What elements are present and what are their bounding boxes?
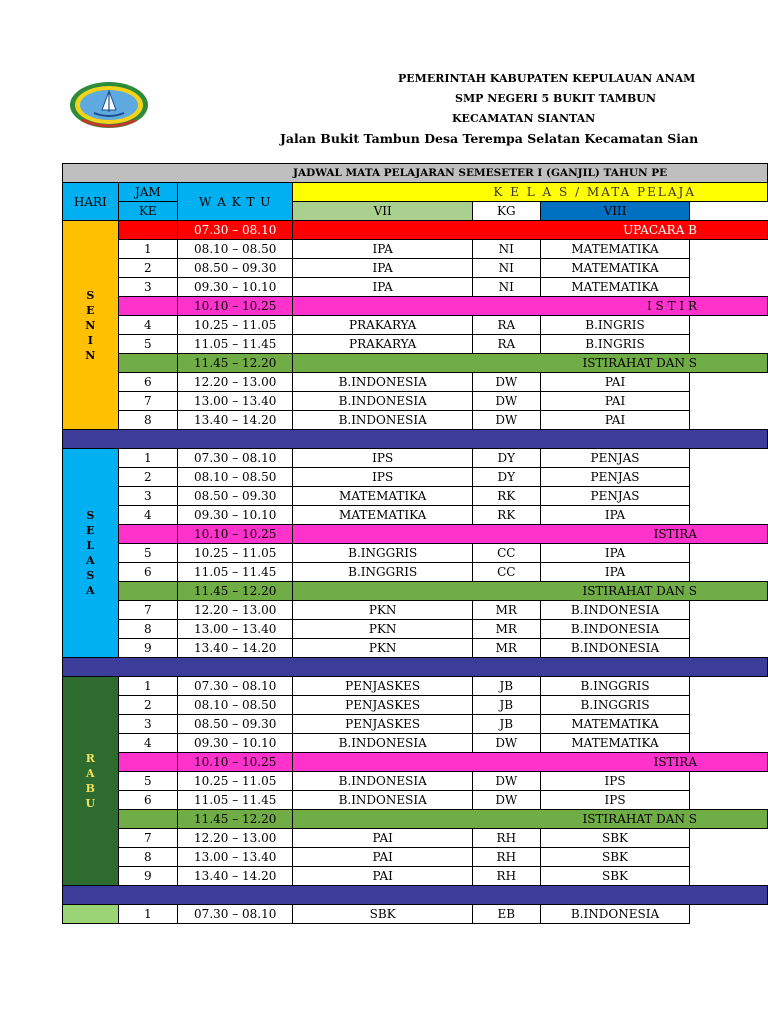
blank-cell bbox=[690, 373, 768, 392]
teacher-code-cell: RH bbox=[472, 848, 540, 867]
vii-subject-cell: B.INDONESIA bbox=[293, 411, 473, 430]
day-label bbox=[63, 449, 119, 658]
teacher-code-cell: NI bbox=[472, 259, 540, 278]
vii-subject-cell: IPA bbox=[293, 259, 473, 278]
blank-cell bbox=[690, 259, 768, 278]
blank-cell bbox=[690, 601, 768, 620]
viii-subject-cell: IPS bbox=[540, 772, 690, 791]
blank-cell bbox=[690, 829, 768, 848]
jam-cell: 8 bbox=[118, 411, 177, 430]
vii-subject-cell: B.INDONESIA bbox=[293, 791, 473, 810]
teacher-code-cell: DW bbox=[472, 772, 540, 791]
time-cell: 07.30 – 08.10 bbox=[178, 905, 293, 924]
teacher-code-cell: RA bbox=[472, 335, 540, 354]
lesson-row bbox=[63, 506, 768, 525]
blank-cell bbox=[690, 468, 768, 487]
blank-cell bbox=[690, 791, 768, 810]
vii-subject-cell: B.INGGRIS bbox=[293, 544, 473, 563]
time-cell: 12.20 – 13.00 bbox=[178, 601, 293, 620]
jam-cell bbox=[118, 582, 177, 601]
day-letter: E bbox=[86, 524, 95, 537]
vii-subject-cell: IPA bbox=[293, 240, 473, 259]
viii-subject-cell: PENJAS bbox=[540, 449, 690, 468]
day-letter: N bbox=[85, 348, 96, 362]
blank-cell bbox=[690, 240, 768, 259]
jam-cell: 2 bbox=[118, 696, 177, 715]
vii-subject-cell: SBK bbox=[293, 905, 473, 924]
time-cell: 13.40 – 14.20 bbox=[178, 867, 293, 886]
vii-subject-cell: PRAKARYA bbox=[293, 335, 473, 354]
lesson-row bbox=[63, 677, 768, 696]
viii-subject-cell: B.INGRIS bbox=[540, 335, 690, 354]
day-letter: S bbox=[86, 288, 95, 302]
viii-subject-cell: IPS bbox=[540, 791, 690, 810]
time-cell: 10.25 – 11.05 bbox=[178, 544, 293, 563]
blank-cell bbox=[690, 449, 768, 468]
lesson-row bbox=[63, 468, 768, 487]
time-cell: 10.25 – 11.05 bbox=[178, 316, 293, 335]
vii-subject-cell: PAI bbox=[293, 829, 473, 848]
vii-subject-cell: B.INGGRIS bbox=[293, 563, 473, 582]
jam-cell: 4 bbox=[118, 734, 177, 753]
blank-cell bbox=[690, 715, 768, 734]
day-separator bbox=[63, 658, 768, 677]
lesson-row bbox=[63, 487, 768, 506]
time-cell: 07.30 – 08.10 bbox=[178, 677, 293, 696]
vii-subject-cell: PAI bbox=[293, 867, 473, 886]
time-cell: 11.05 – 11.45 bbox=[178, 563, 293, 582]
time-cell: 10.10 – 10.25 bbox=[178, 525, 293, 544]
break-label: UPACARA B bbox=[293, 221, 768, 240]
jam-cell: 8 bbox=[118, 848, 177, 867]
viii-subject-cell: PAI bbox=[540, 373, 690, 392]
lesson-row bbox=[63, 848, 768, 867]
break-label: ISTIRAHAT DAN S bbox=[293, 582, 768, 601]
jam-cell: 9 bbox=[118, 867, 177, 886]
time-cell: 08.10 – 08.50 bbox=[178, 696, 293, 715]
jam-cell: 2 bbox=[118, 259, 177, 278]
lesson-row bbox=[63, 639, 768, 658]
time-cell: 08.50 – 09.30 bbox=[178, 259, 293, 278]
vii-subject-cell: B.INDONESIA bbox=[293, 772, 473, 791]
time-cell: 10.10 – 10.25 bbox=[178, 753, 293, 772]
lesson-row bbox=[63, 772, 768, 791]
lesson-row bbox=[63, 620, 768, 639]
lesson-row bbox=[63, 905, 768, 924]
jam-cell bbox=[118, 221, 177, 240]
time-cell: 12.20 – 13.00 bbox=[178, 829, 293, 848]
blank-cell bbox=[690, 848, 768, 867]
blank-cell bbox=[690, 411, 768, 430]
time-cell: 08.50 – 09.30 bbox=[178, 487, 293, 506]
lesson-row bbox=[63, 411, 768, 430]
teacher-code-cell: DY bbox=[472, 468, 540, 487]
lesson-row bbox=[63, 867, 768, 886]
time-cell: 08.10 – 08.50 bbox=[178, 468, 293, 487]
day-letter: A bbox=[86, 767, 95, 780]
jam-cell: 2 bbox=[118, 468, 177, 487]
time-cell: 13.00 – 13.40 bbox=[178, 392, 293, 411]
time-cell: 11.05 – 11.45 bbox=[178, 335, 293, 354]
time-cell: 13.00 – 13.40 bbox=[178, 848, 293, 867]
lesson-row bbox=[63, 259, 768, 278]
time-cell: 13.40 – 14.20 bbox=[178, 411, 293, 430]
time-cell: 09.30 – 10.10 bbox=[178, 278, 293, 297]
day-letter: N bbox=[85, 318, 96, 332]
teacher-code-cell: DW bbox=[472, 411, 540, 430]
jam-cell: 9 bbox=[118, 639, 177, 658]
jam-cell bbox=[118, 810, 177, 829]
teacher-code-cell: RH bbox=[472, 867, 540, 886]
time-cell: 13.00 – 13.40 bbox=[178, 620, 293, 639]
viii-subject-cell: B.INDONESIA bbox=[540, 601, 690, 620]
vii-subject-cell: B.INDONESIA bbox=[293, 373, 473, 392]
vii-subject-cell: IPS bbox=[293, 449, 473, 468]
blank-cell bbox=[690, 620, 768, 639]
jam-cell bbox=[118, 753, 177, 772]
vii-header: VII bbox=[293, 202, 473, 221]
jam-cell: 3 bbox=[118, 278, 177, 297]
viii-subject-cell: SBK bbox=[540, 848, 690, 867]
day-label bbox=[63, 677, 119, 886]
lesson-row bbox=[63, 829, 768, 848]
header-address: Jalan Bukit Tambun Desa Terempa Selatan Kecamatan Sian bbox=[280, 131, 699, 146]
teacher-code-cell: DW bbox=[472, 734, 540, 753]
lesson-row bbox=[63, 696, 768, 715]
break-row bbox=[63, 753, 768, 772]
time-cell: 11.45 – 12.20 bbox=[178, 810, 293, 829]
break-row bbox=[63, 810, 768, 829]
teacher-code-cell: DY bbox=[472, 449, 540, 468]
vii-subject-cell: B.INDONESIA bbox=[293, 734, 473, 753]
vii-subject-cell: PENJASKES bbox=[293, 677, 473, 696]
break-row bbox=[63, 354, 768, 373]
blank-cell bbox=[690, 544, 768, 563]
teacher-code-cell: DW bbox=[472, 791, 540, 810]
viii-subject-cell: PENJAS bbox=[540, 487, 690, 506]
vii-subject-cell: IPS bbox=[293, 468, 473, 487]
blank-cell bbox=[690, 867, 768, 886]
teacher-code-cell: MR bbox=[472, 601, 540, 620]
jam-cell: 1 bbox=[118, 905, 177, 924]
lesson-row bbox=[63, 240, 768, 259]
table-title: JADWAL MATA PELAJARAN SEMESETER I (GANJIL) TAHUN PE bbox=[63, 164, 768, 183]
blank-cell bbox=[690, 487, 768, 506]
jam-cell: 1 bbox=[118, 449, 177, 468]
lesson-row bbox=[63, 316, 768, 335]
day-label bbox=[63, 221, 119, 430]
teacher-code-cell: CC bbox=[472, 563, 540, 582]
teacher-code-cell: CC bbox=[472, 544, 540, 563]
jam-cell bbox=[118, 297, 177, 316]
break-label: ISTIRAHAT DAN S bbox=[293, 354, 768, 373]
time-cell: 08.10 – 08.50 bbox=[178, 240, 293, 259]
jam-cell: 7 bbox=[118, 392, 177, 411]
break-row bbox=[63, 221, 768, 240]
day-letter: L bbox=[86, 539, 95, 552]
blank-cell bbox=[690, 772, 768, 791]
viii-subject-cell: B.INGGRIS bbox=[540, 696, 690, 715]
lesson-row bbox=[63, 734, 768, 753]
blank-cell bbox=[690, 335, 768, 354]
day-letter: A bbox=[86, 584, 95, 597]
viii-subject-cell: MATEMATIKA bbox=[540, 278, 690, 297]
time-cell: 11.45 – 12.20 bbox=[178, 354, 293, 373]
teacher-code-cell: MR bbox=[472, 620, 540, 639]
viii-subject-cell: PAI bbox=[540, 392, 690, 411]
day-letter: B bbox=[85, 782, 95, 795]
jam-cell: 5 bbox=[118, 335, 177, 354]
teacher-code-cell: JB bbox=[472, 696, 540, 715]
hari-header: HARI bbox=[63, 183, 119, 221]
viii-header: VIII bbox=[540, 202, 690, 221]
teacher-code-cell: RA bbox=[472, 316, 540, 335]
teacher-code-cell: DW bbox=[472, 373, 540, 392]
teacher-code-cell: NI bbox=[472, 240, 540, 259]
time-cell: 11.05 – 11.45 bbox=[178, 791, 293, 810]
header-government: PEMERINTAH KABUPATEN KEPULAUAN ANAM bbox=[398, 72, 696, 85]
teacher-code-cell: JB bbox=[472, 715, 540, 734]
teacher-code-cell: RK bbox=[472, 487, 540, 506]
break-label: ISTIRA bbox=[293, 525, 768, 544]
jam-header: JAM bbox=[118, 183, 177, 202]
time-cell: 07.30 – 08.10 bbox=[178, 221, 293, 240]
viii-subject-cell: B.INDONESIA bbox=[540, 639, 690, 658]
viii-subject-cell: IPA bbox=[540, 563, 690, 582]
viii-subject-cell: PENJAS bbox=[540, 468, 690, 487]
viii-subject-cell: SBK bbox=[540, 867, 690, 886]
viii-subject-cell: MATEMATIKA bbox=[540, 259, 690, 278]
blank-cell bbox=[690, 905, 768, 924]
teacher-code-cell: DW bbox=[472, 392, 540, 411]
vii-subject-cell: PENJASKES bbox=[293, 715, 473, 734]
header-district: KECAMATAN SIANTAN bbox=[452, 112, 596, 125]
teacher-code-cell: JB bbox=[472, 677, 540, 696]
blank-cell bbox=[690, 392, 768, 411]
schedule-table bbox=[62, 163, 768, 924]
viii-subject-cell: B.INGRIS bbox=[540, 316, 690, 335]
blank-cell bbox=[690, 506, 768, 525]
jam-cell: 6 bbox=[118, 373, 177, 392]
lesson-row bbox=[63, 601, 768, 620]
day-separator bbox=[63, 886, 768, 905]
day-separator bbox=[63, 430, 768, 449]
break-row bbox=[63, 525, 768, 544]
lesson-row bbox=[63, 278, 768, 297]
jam-cell: 1 bbox=[118, 240, 177, 259]
viii-subject-cell: B.INGGRIS bbox=[540, 677, 690, 696]
blank-cell bbox=[690, 563, 768, 582]
viii-subject-cell: IPA bbox=[540, 544, 690, 563]
break-label: ISTIRA bbox=[293, 753, 768, 772]
day-letter: S bbox=[86, 569, 95, 582]
school-logo bbox=[68, 80, 150, 130]
ke-header: KE bbox=[118, 202, 177, 221]
jam-cell: 3 bbox=[118, 715, 177, 734]
vii-subject-cell: PRAKARYA bbox=[293, 316, 473, 335]
day-letter: I bbox=[87, 333, 93, 347]
vii-subject-cell: PKN bbox=[293, 601, 473, 620]
jam-cell bbox=[118, 354, 177, 373]
jam-cell: 5 bbox=[118, 544, 177, 563]
time-cell: 11.45 – 12.20 bbox=[178, 582, 293, 601]
jam-cell: 7 bbox=[118, 829, 177, 848]
viii-subject-cell: MATEMATIKA bbox=[540, 715, 690, 734]
jam-cell: 8 bbox=[118, 620, 177, 639]
lesson-row bbox=[63, 563, 768, 582]
break-label: I S T I R bbox=[293, 297, 768, 316]
break-label: ISTIRAHAT DAN S bbox=[293, 810, 768, 829]
lesson-row bbox=[63, 544, 768, 563]
jam-cell: 3 bbox=[118, 487, 177, 506]
vii-subject-cell: B.INDONESIA bbox=[293, 392, 473, 411]
vii-subject-cell: PAI bbox=[293, 848, 473, 867]
lesson-row bbox=[63, 335, 768, 354]
jam-cell: 4 bbox=[118, 506, 177, 525]
time-cell: 09.30 – 10.10 bbox=[178, 506, 293, 525]
time-cell: 07.30 – 08.10 bbox=[178, 449, 293, 468]
vii-subject-cell: IPA bbox=[293, 278, 473, 297]
viii-subject-cell: IPA bbox=[540, 506, 690, 525]
blank-cell bbox=[690, 734, 768, 753]
lesson-row bbox=[63, 449, 768, 468]
time-cell: 09.30 – 10.10 bbox=[178, 734, 293, 753]
time-cell: 10.10 – 10.25 bbox=[178, 297, 293, 316]
day-letter: A bbox=[86, 554, 95, 567]
viii-subject-cell: MATEMATIKA bbox=[540, 734, 690, 753]
kg-header: KG bbox=[472, 202, 540, 221]
vii-subject-cell: PKN bbox=[293, 639, 473, 658]
day-letter: S bbox=[86, 509, 95, 522]
jam-cell: 4 bbox=[118, 316, 177, 335]
vii-subject-cell: MATEMATIKA bbox=[293, 487, 473, 506]
teacher-code-cell: MR bbox=[472, 639, 540, 658]
viii-subject-cell: MATEMATIKA bbox=[540, 240, 690, 259]
blank-cell bbox=[690, 639, 768, 658]
day-letter: U bbox=[85, 797, 96, 810]
teacher-code-cell: EB bbox=[472, 905, 540, 924]
jam-cell: 1 bbox=[118, 677, 177, 696]
time-cell: 13.40 – 14.20 bbox=[178, 639, 293, 658]
vii-subject-cell: MATEMATIKA bbox=[293, 506, 473, 525]
jam-cell: 5 bbox=[118, 772, 177, 791]
viii-subject-cell: B.INDONESIA bbox=[540, 620, 690, 639]
day-letter: E bbox=[86, 303, 95, 317]
header-school-name: SMP NEGERI 5 BUKIT TAMBUN bbox=[455, 92, 656, 105]
time-cell: 08.50 – 09.30 bbox=[178, 715, 293, 734]
blank-cell bbox=[690, 316, 768, 335]
vii-subject-cell: PENJASKES bbox=[293, 696, 473, 715]
blank-cell bbox=[690, 278, 768, 297]
teacher-code-cell: RH bbox=[472, 829, 540, 848]
blank-cell bbox=[690, 696, 768, 715]
jam-cell: 6 bbox=[118, 791, 177, 810]
lesson-row bbox=[63, 392, 768, 411]
time-cell: 12.20 – 13.00 bbox=[178, 373, 293, 392]
time-cell: 10.25 – 11.05 bbox=[178, 772, 293, 791]
teacher-code-cell: NI bbox=[472, 278, 540, 297]
viii-subject-cell: PAI bbox=[540, 411, 690, 430]
kelas-header: K E L A S / MATA PELAJA bbox=[293, 183, 768, 202]
teacher-code-cell: RK bbox=[472, 506, 540, 525]
vii-subject-cell: PKN bbox=[293, 620, 473, 639]
waktu-header: W A K T U bbox=[178, 183, 293, 221]
lesson-row bbox=[63, 715, 768, 734]
jam-cell bbox=[118, 525, 177, 544]
day-letter: R bbox=[85, 752, 95, 765]
lesson-row bbox=[63, 373, 768, 392]
break-row bbox=[63, 297, 768, 316]
lesson-row bbox=[63, 791, 768, 810]
jam-cell: 7 bbox=[118, 601, 177, 620]
day-label bbox=[63, 905, 119, 924]
viii-subject-cell: SBK bbox=[540, 829, 690, 848]
break-row bbox=[63, 582, 768, 601]
viii-subject-cell: B.INDONESIA bbox=[540, 905, 690, 924]
jam-cell: 6 bbox=[118, 563, 177, 582]
blank-cell bbox=[690, 677, 768, 696]
